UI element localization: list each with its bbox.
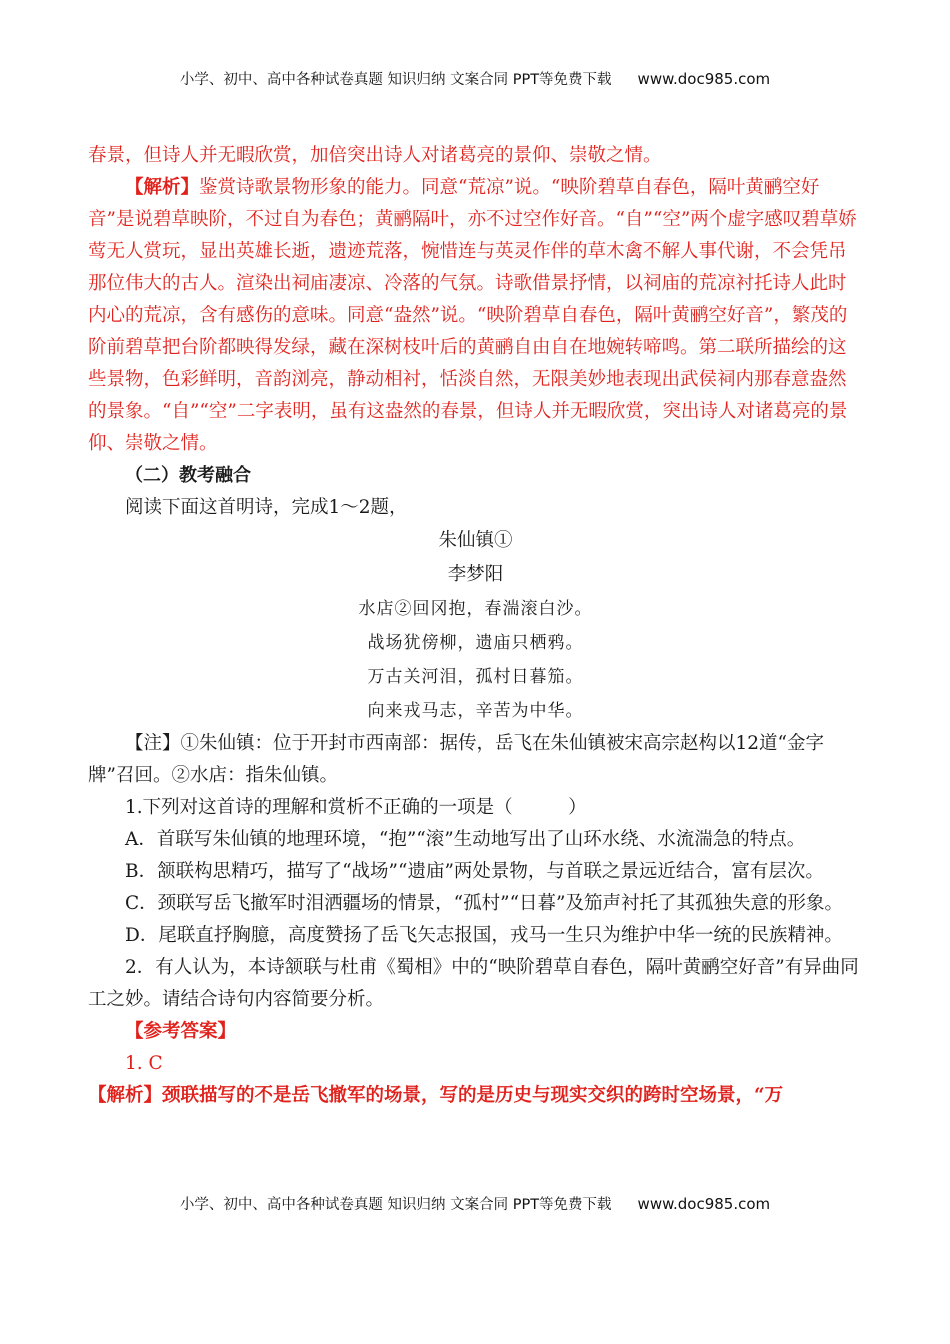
header-text: 小学、初中、高中各种试卷真题 知识归纳 文案合同 PPT等免费下载 <box>179 72 612 88</box>
analysis-continuation: 春景，但诗人并无暇欣赏，加倍突出诗人对诸葛亮的景仰、崇敬之情。 <box>88 145 662 166</box>
poem-line: 水店②回冈抱，春湍滚白沙。 <box>358 599 593 619</box>
poem <box>88 524 863 728</box>
answer-label <box>88 1016 863 1048</box>
section-instruction: 阅读下面这首明诗，完成1～2题， <box>125 497 408 518</box>
header-site-link[interactable]: www.doc985.com <box>637 70 771 88</box>
poem-line: 向来戎马志，辛苦为中华。 <box>367 701 584 721</box>
footer-site-link[interactable]: www.doc985.com <box>637 1195 771 1213</box>
poem-note: 【注】①朱仙镇：位于开封市西南部：据传，岳飞在朱仙镇被宋高宗赵构以12道“金字牌”召回。②水店：指朱仙镇。 <box>88 733 825 786</box>
analysis-text: 鉴赏诗歌景物形象的能力。同意“荒凉”说。“映阶碧草自春色，隔叶黄鹂空好音”是说碧草映阶，不过自为春色；黄鹂隔叶，亦不过空作好音。“自”“空”两个虚字感叹碧草娇莺无人赏玩，显出英雄长逝，遗迹荒落，惋惜连与英灵作伴的草木禽不解人事代谢，不会凭吊那位伟大的古人。渲染出祠庙凄凉、冷落的气氛。诗歌借景抒情，以祠庙的荒凉衬托诗人此时内心的荒凉，含有感伤的意味。同意“盎然”说。“映阶碧草自春色，隔叶黄鹂空好音”，繁茂的阶前碧草把台阶都映得发绿，藏在深树枝叶后的黄鹂自由自在地婉转啼鸣。第二联所描绘的这些景物，色彩鲜明，音韵浏亮，静动相衬，恬淡自然，无限美妙地表现出武侯祠内那春意盎然的景象。“自”“空”二字表明，虽有这盎然的春景，但诗人并无暇欣赏，突出诗人对诸葛亮的景仰、崇敬之情。 <box>88 177 857 454</box>
poem-line: 万古关河泪，孤村日暮笳。 <box>367 667 584 687</box>
page-header <box>0 68 950 89</box>
section-title: （二）教考融合 <box>125 465 251 486</box>
question-1-option-c: C．颈联写岳飞撤军时泪洒疆场的情景，“孤村”“日暮”及笳声衬托了其孤独失意的形象。 <box>125 893 843 914</box>
answer-analysis-tag: 【解析】 <box>88 1085 163 1106</box>
question-1-option-d: D．尾联直抒胸臆，高度赞扬了岳飞矢志报国，戎马一生只为维护中华一统的民族精神。 <box>125 925 843 946</box>
answer-1: 1. C <box>125 1053 163 1074</box>
question-1-option-a: A．首联写朱仙镇的地理环境，“抱”“滚”生动地写出了山环水绕、水流湍急的特点。 <box>125 829 806 850</box>
answer-label-text: 【参考答案】 <box>125 1021 237 1042</box>
poem-line: 战场犹傍柳，遗庙只栖鸦。 <box>367 633 584 653</box>
poem-title: 朱仙镇① <box>438 530 513 551</box>
question-1-option-b: B．颔联构思精巧，描写了“战场”“遗庙”两处景物，与首联之景远近结合，富有层次。 <box>125 861 824 882</box>
question-2: 2．有人认为，本诗颔联与杜甫《蜀相》中的“映阶碧草自春色，隔叶黄鹂空好音”有异曲同工之妙。请结合诗句内容简要分析。 <box>88 957 859 1010</box>
question-1: 1.下列对这首诗的理解和赏析不正确的一项是（ ） <box>125 797 587 818</box>
footer-text: 小学、初中、高中各种试卷真题 知识归纳 文案合同 PPT等免费下载 <box>179 1197 612 1213</box>
document-body <box>88 140 863 1112</box>
analysis-tag: 【解析】 <box>125 177 200 198</box>
analysis-paragraph <box>88 172 863 460</box>
page-footer <box>0 1193 950 1214</box>
poem-author: 李梦阳 <box>447 564 504 585</box>
answer-analysis <box>88 1080 863 1112</box>
answer-analysis-text: 颈联描写的不是岳飞撤军的场景，写的是历史与现实交织的跨时空场景，“万 <box>162 1085 784 1106</box>
